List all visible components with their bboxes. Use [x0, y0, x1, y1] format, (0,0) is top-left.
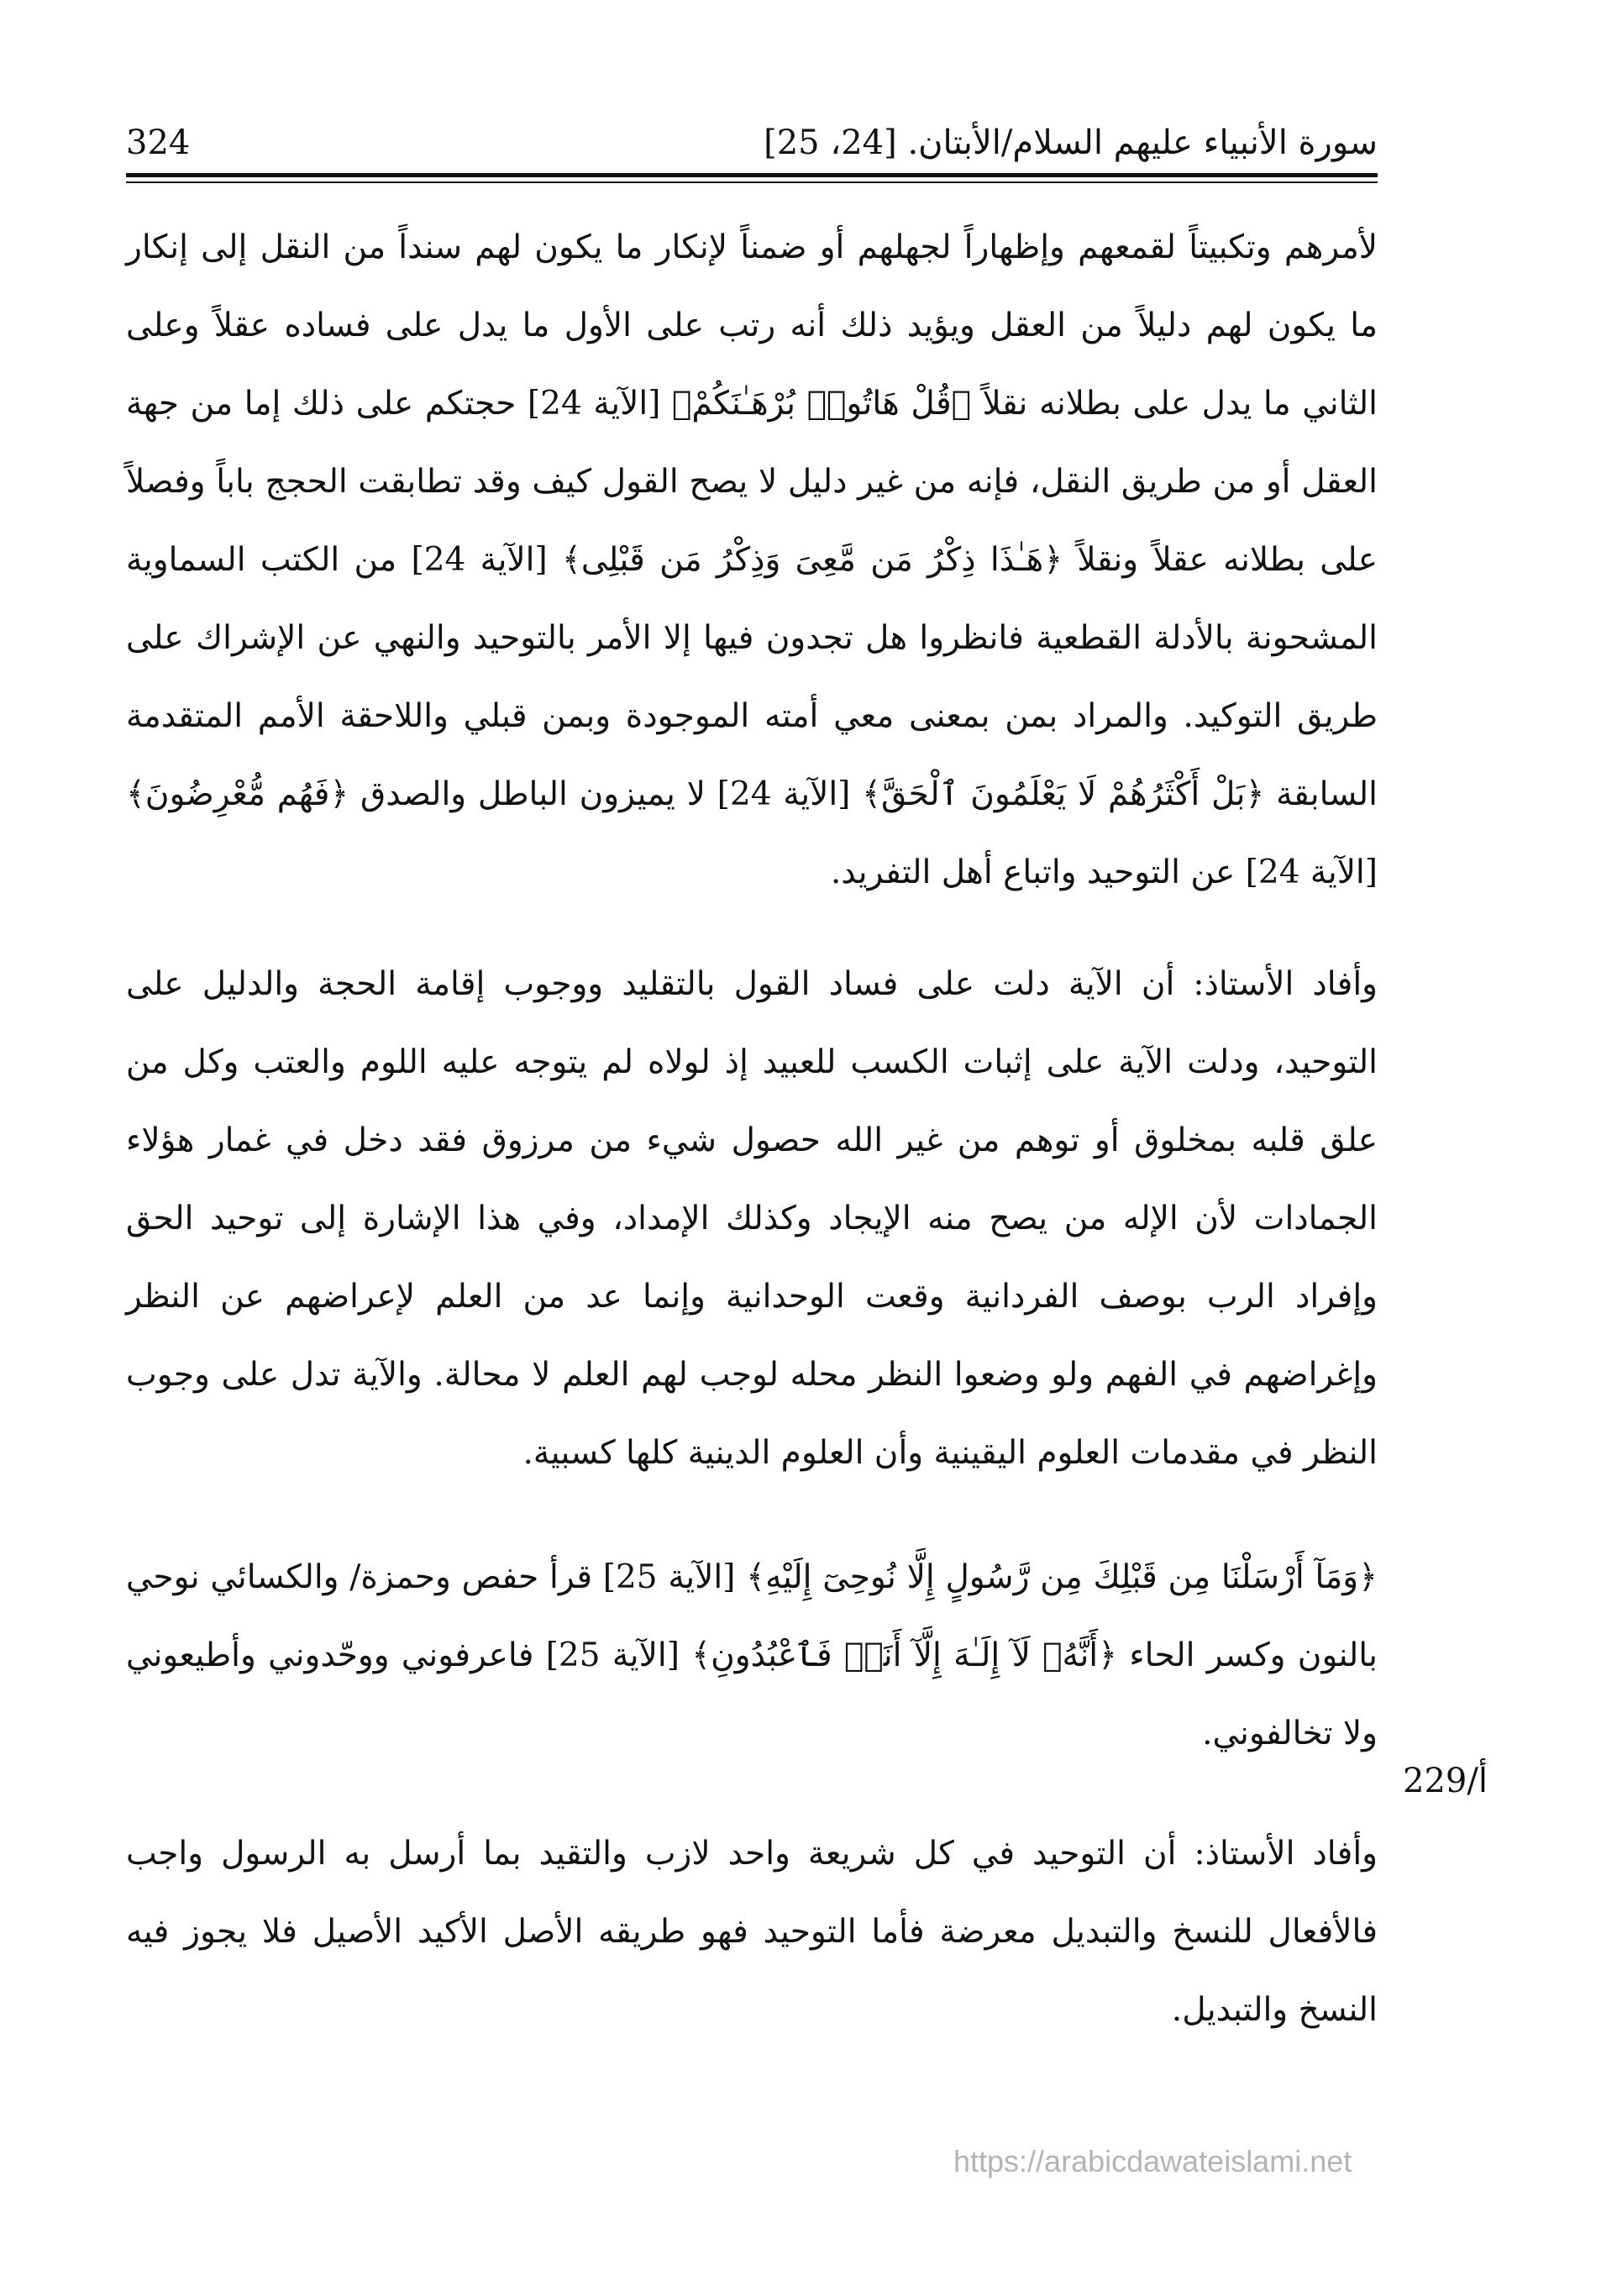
page-number: 324 [126, 123, 191, 162]
paragraph-3: ﴿وَمَآ أَرْسَلْنَا مِن قَبْلِكَ مِن رَّسُولٍ إِلَّا نُوحِىٓ إِلَيْهِ﴾ [الآية 25] قرأ حفص وحمزة/ والكسائي نوحي بالنون وكسر الحاء ﴿أَنَّهُۥ لَآ إِلَـٰهَ إِلَّآ أَنَا۠ فَٱعْبُدُونِ﴾ [الآية 25] فاعرفوني ووحّدوني وأطيعوني ولا تخالفوني. [126, 1558, 1378, 1752]
watermark-url: https://arabicdawateislami.net [953, 2144, 1352, 2178]
page-header [126, 118, 1378, 168]
header-rule-thin [126, 181, 1378, 183]
paragraph-1: لأمرهم وتكبيتاً لقمعهم وإظهاراً لجهلهم أو ضمناً لإنكار ما يكون لهم سنداً من النقل إلى إنكار ما يكون لهم دليلاً من العقل ويؤيد ذلك أنه رتب على الأول ما يدل على فساده عقلاً وعلى الثاني ما يدل على بطلانه نقلاً ﴿قُلْ هَاتُوا۟ بُرْهَـٰنَكُمْ﴾ [الآية 24] حجتكم على ذلك إما من جهة العقل أو من طريق النقل، فإنه من غير دليل لا يصح القول كيف وقد تطابقت الحجج باباً وفصلاً على بطلانه عقلاً ونقلاً ﴿هَـٰذَا ذِكْرُ مَن مَّعِىَ وَذِكْرُ مَن قَبْلِى﴾ [الآية 24] من الكتب السماوية المشحونة بالأدلة القطعية فانظروا هل تجدون فيها إلا الأمر بالتوحيد والنهي عن الإشراك على طريق التوكيد. والمراد بمن بمعنى معي أمته الموجودة وبمن قبلي واللاحقة الأمم المتقدمة السابقة ﴿بَلْ أَكْثَرُهُمْ لَا يَعْلَمُونَ ٱلْحَقَّ﴾ [الآية 24] لا يميزون الباطل والصدق ﴿فَهُم مُّعْرِضُونَ﴾ [الآية 24] عن التوحيد واتباع أهل التفريد. [126, 229, 1378, 891]
paragraph-2: وأفاد الأستاذ: أن الآية دلت على فساد القول بالتقليد ووجوب إقامة الحجة والدليل على التوحيد، ودلت الآية على إثبات الكسب للعبيد إذ لولاه لم يتوجه عليه اللوم والعتب وكل من علق قلبه بمخلوق أو توهم من غير الله حصول شيء من مرزوق فقد دخل في غمار هؤلاء الجمادات لأن الإله من يصح منه الإيجاد وكذلك الإمداد، وفي هذا الإشارة إلى توحيد الحق وإفراد الرب بوصف الفردانية وقعت الوحدانية وإنما عد من العلم لإعراضهم عن النظر وإغراضهم في الفهم ولو وضعوا النظر محله لوجب لهم العلم لا محالة. والآية تدل على وجوب النظر في مقدمات العلوم اليقينية وأن العلوم الدينية كلها كسبية. [126, 965, 1378, 1472]
header-rule-thick [126, 173, 1378, 177]
paragraph-4: وأفاد الأستاذ: أن التوحيد في كل شريعة واحد لازب والتقيد بما أرسل به الرسول واجب فالأفعال للنسخ والتبديل معرضة فأما التوحيد فهو طريقه الأصل الأكيد الأصيل فلا يجوز فيه النسخ والتبديل. [126, 1835, 1378, 2029]
manuscript-folio-note: 229/أ [1403, 1762, 1488, 1800]
running-header-title: سورة الأنبياء عليهم السلام/الأبتان. [24، 25] [764, 123, 1378, 162]
main-text [126, 208, 1378, 2049]
